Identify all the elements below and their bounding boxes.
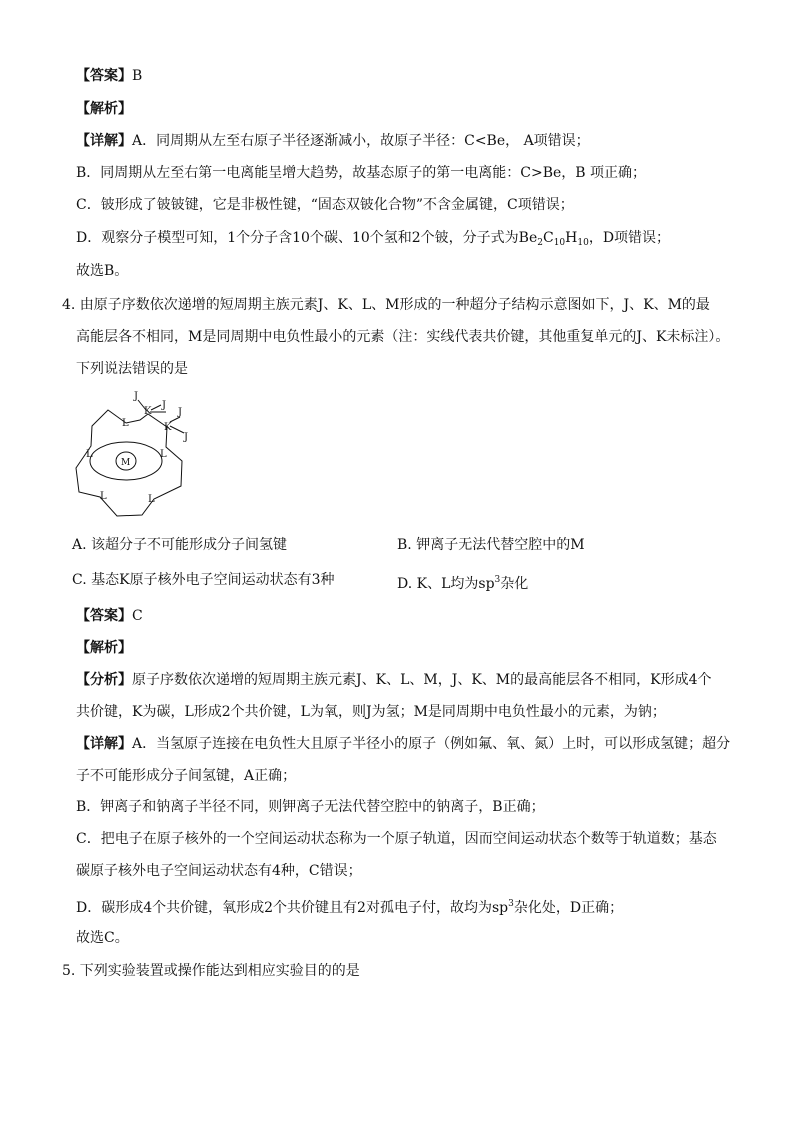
q4-stem-line3: 下列说法错误的是 <box>76 361 188 377</box>
q4-analysis-2: 共价键，K为碳，L形成2个共价键，L为氧，则J为氢；M是同周期中电负性最小的元素，为钠； <box>76 704 666 720</box>
q3-answer: 【答案】B <box>76 68 143 84</box>
q4-analysis-tag: 【解析】 <box>76 640 132 656</box>
q3-conclusion: 故选B。 <box>76 263 129 279</box>
q4-detail-a1: 【详解】A．当氢原子连接在电负性大且原子半径小的原子（例如氟、氧、氮）上时，可以形成氢键；超分 <box>76 736 731 752</box>
atom-k-1: K <box>144 406 152 417</box>
q4-detail-c1: C．把电子在原子核外的一个空间运动状态称为一个原子轨道，因而空间运动状态个数等于轨道数；基态 <box>76 831 717 847</box>
q4-detail-a2: 子不可能形成分子间氢键，A正确； <box>76 768 297 784</box>
atom-j-3: J <box>178 407 183 418</box>
atom-k-2: K <box>164 422 172 433</box>
atom-l-2: L <box>86 449 93 460</box>
option-d: D. K、L均为$sp^3$杂化 <box>397 575 529 592</box>
q4-detail-b: B．钾离子和钠离子半径不同，则钾离子无法代替空腔中的钠离子，B正确； <box>76 799 545 815</box>
atom-l-3: L <box>160 449 167 460</box>
q3-detail-b: B．同周期从左至右第一电离能呈增大趋势，故基态原子的第一电离能：C>Be，B 项正确； <box>76 165 647 181</box>
q3-detail-a: 【详解】A．同周期从左至右原子半径逐渐减小，故原子半径：C<Be， A项错误； <box>76 133 590 149</box>
molecular-formula: $Be_2C_{10}H_{10}$ <box>518 230 589 248</box>
atom-l-5: L <box>148 494 155 505</box>
q3-detail-c: C．铍形成了铍铍键，它是非极性键，“固态双铍化合物”不含金属键，C项错误； <box>76 197 574 213</box>
atom-j-2: J <box>162 400 167 411</box>
option-b: B. 钾离子无法代替空腔中的M <box>397 537 585 553</box>
q4-stem-line2: 高能层各不相同，M是同周期中电负性最小的元素（注：实线代表共价键，其他重复单元的J、K未标注）。 <box>76 329 730 345</box>
q5-stem: 5. 下列实验装置或操作能达到相应实验目的的是 <box>62 963 360 979</box>
q4-detail-d: D．碳形成4个共价键，氧形成2个共价键且有2对孤电子付，故均为$sp^3$杂化处，D正确； <box>76 899 624 916</box>
atom-l-1: L <box>122 418 129 429</box>
option-a: A. 该超分子不可能形成分子间氢键 <box>72 537 288 553</box>
atom-m: M <box>121 458 131 468</box>
atom-l-4: L <box>100 491 107 502</box>
q4-answer: 【答案】C <box>76 608 143 624</box>
q4-stem-line1: 4. 由原子序数依次递增的短周期主族元素J、K、L、M形成的一种超分子结构示意图如下，J、K、M的最 <box>62 297 710 313</box>
atom-j-1: J <box>134 391 139 402</box>
supramolecule-diagram <box>64 388 204 523</box>
q3-analysis-tag: 【解析】 <box>76 101 132 117</box>
q4-analysis-1: 【分析】原子序数依次递增的短周期主族元素J、K、L、M，J、K、M的最高能层各不相同，K形成4个 <box>76 672 712 688</box>
q4-conclusion: 故选C。 <box>76 930 129 946</box>
option-c: C. 基态K原子核外电子空间运动状态有3种 <box>72 572 335 588</box>
atom-j-4: J <box>184 432 189 443</box>
q4-detail-c2: 碳原子核外电子空间运动状态有4种，C错误； <box>76 863 362 879</box>
q3-detail-d: D．观察分子模型可知，1个分子含10个碳、10个氢和2个铍，分子式为$Be_2C_{10}H_{10}$，D项错误； <box>76 230 671 248</box>
